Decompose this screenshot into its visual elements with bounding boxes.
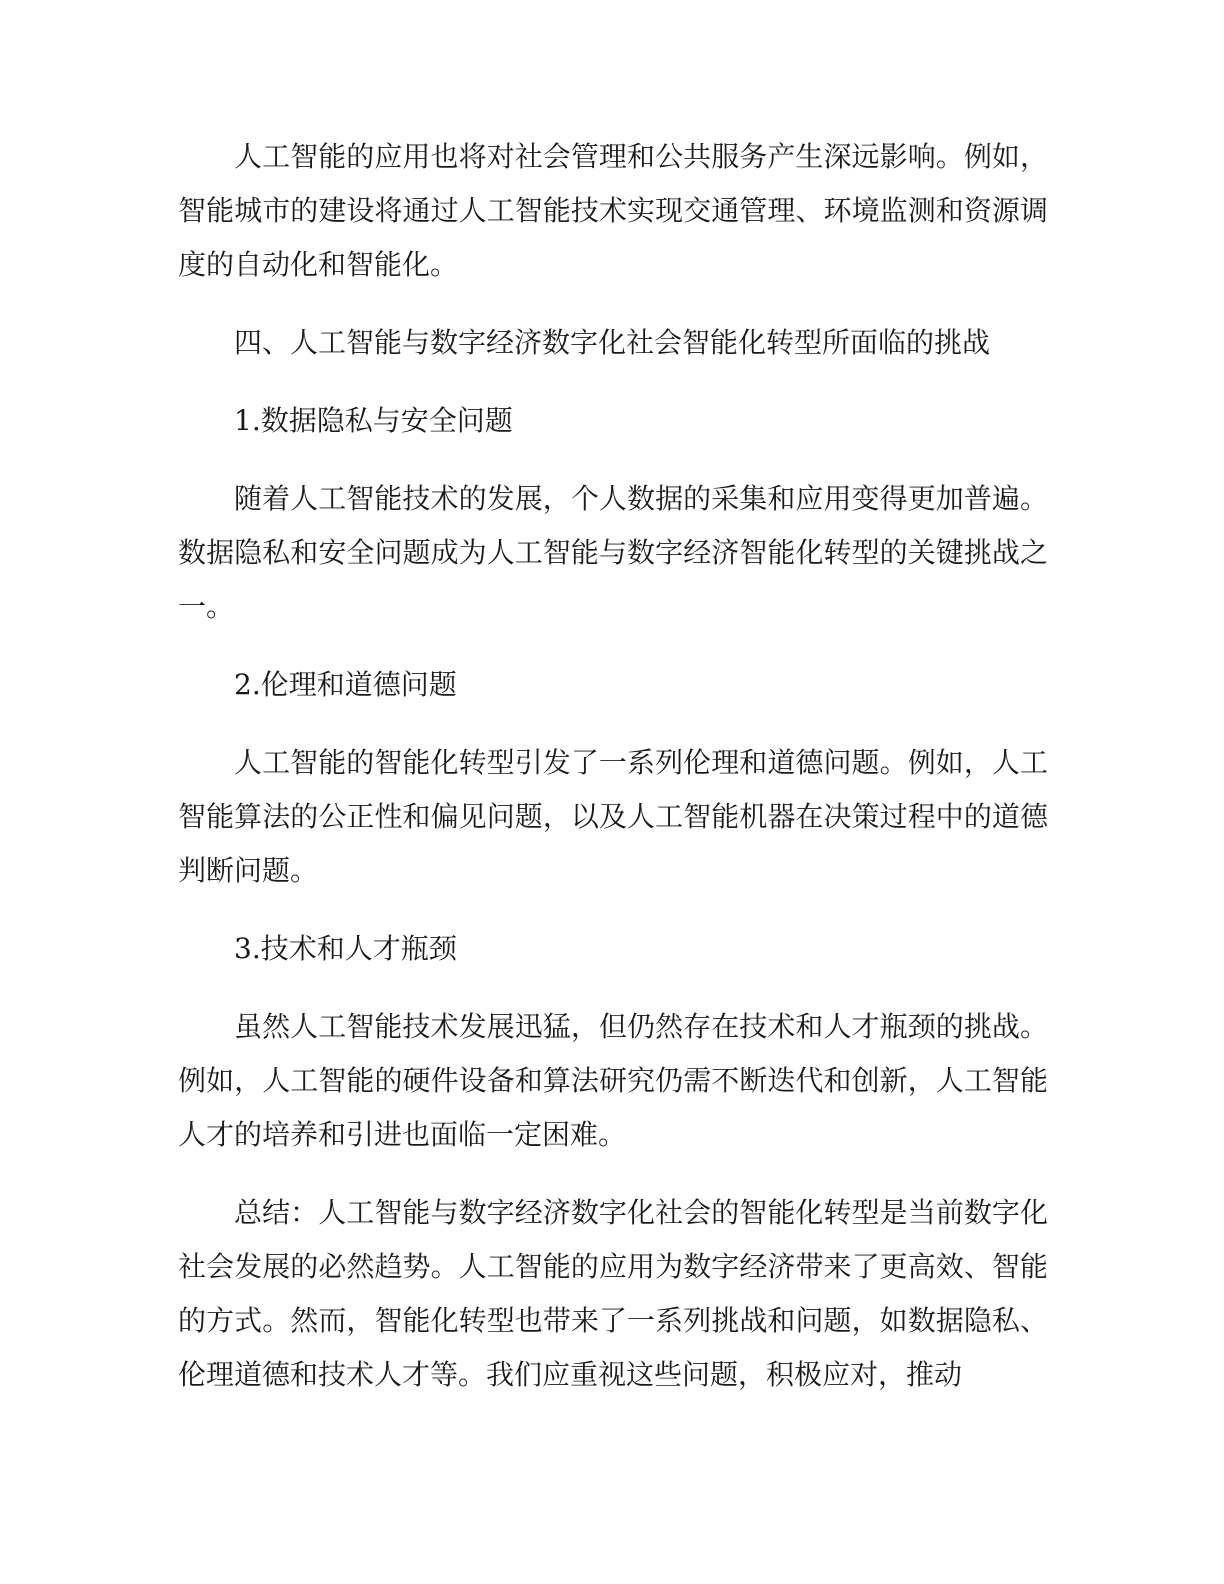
document-body: [178, 130, 1048, 1426]
subheading-ethics: 2.伦理和道德问题: [234, 668, 457, 701]
paragraph-summary: 总结：人工智能与数字经济数字化社会的智能化转型是当前数字化社会发展的必然趋势。人工智能的应用为数字经济带来了更高效、智能的方式。然而，智能化转型也带来了一系列挑战和问题，如数据隐私、伦理道德和技术人才等。我们应重视这些问题，积极应对，推动: [178, 1196, 1048, 1391]
subheading-talent-bottleneck: 3.技术和人才瓶颈: [234, 932, 457, 965]
subheading-data-privacy: 1.数据隐私与安全问题: [234, 404, 513, 437]
paragraph-data-privacy: 随着人工智能技术的发展，个人数据的采集和应用变得更加普遍。数据隐私和安全问题成为人工智能与数字经济智能化转型的关键挑战之一。: [178, 482, 1048, 623]
section-heading-challenges: 四、人工智能与数字经济数字化社会智能化转型所面临的挑战: [234, 326, 991, 359]
paragraph-ethics: 人工智能的智能化转型引发了一系列伦理和道德问题。例如，人工智能算法的公正性和偏见问题，以及人工智能机器在决策过程中的道德判断问题。: [178, 746, 1048, 887]
paragraph-smart-city: 人工智能的应用也将对社会管理和公共服务产生深远影响。例如，智能城市的建设将通过人工智能技术实现交通管理、环境监测和资源调度的自动化和智能化。: [178, 140, 1048, 281]
paragraph-talent-bottleneck: 虽然人工智能技术发展迅猛，但仍然存在技术和人才瓶颈的挑战。例如，人工智能的硬件设备和算法研究仍需不断迭代和创新，人工智能人才的培养和引进也面临一定困难。: [178, 1010, 1048, 1151]
